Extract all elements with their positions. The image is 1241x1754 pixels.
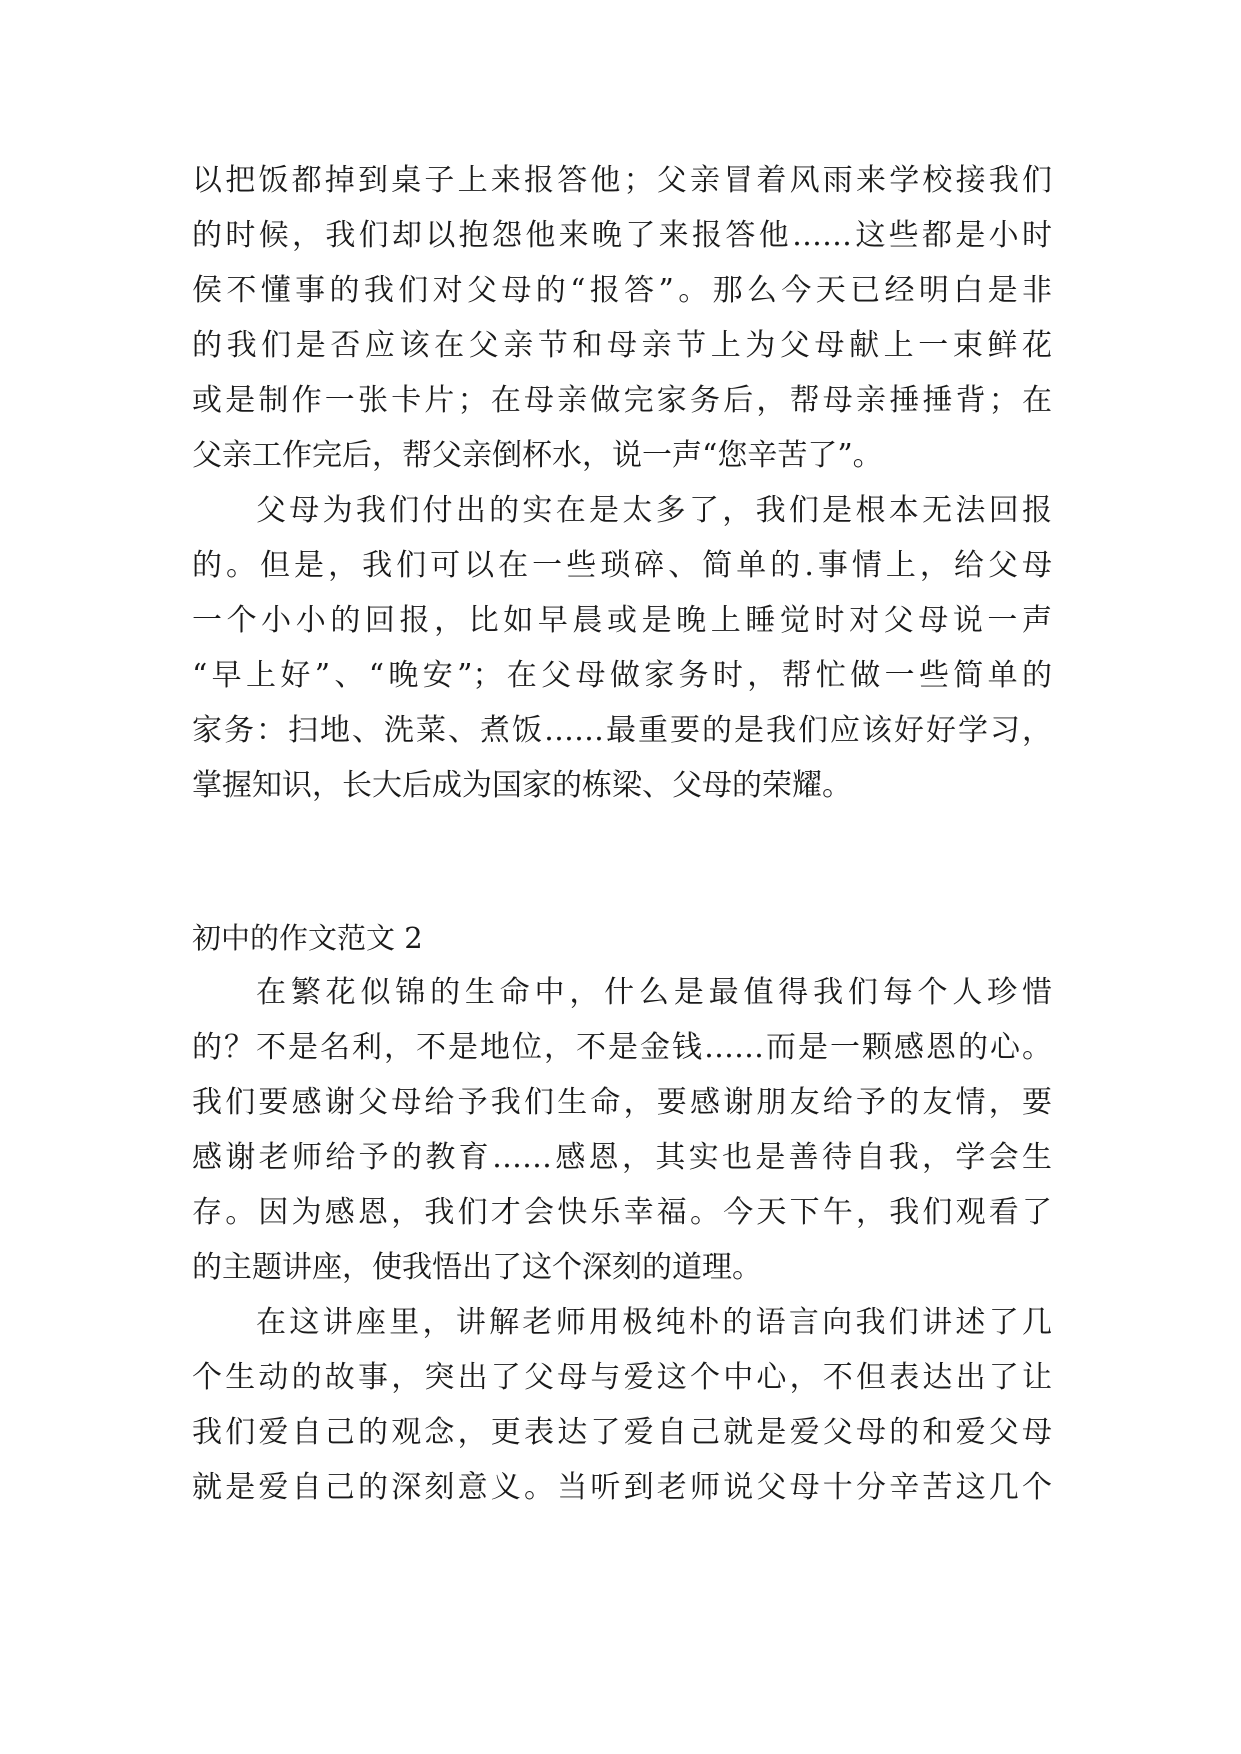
text-line: 就是爱自己的深刻意义。当听到老师说父母十分辛苦这几个 — [192, 1470, 1052, 1505]
text-line: 的。但是，我们可以在一些琐碎、简单的.事情上，给父母 — [192, 548, 1052, 583]
text-line: 或是制作一张卡片；在母亲做完家务后，帮母亲捶捶背；在 — [192, 383, 1052, 418]
text-line: 侯不懂事的我们对父母的“报答”。那么今天已经明白是非 — [192, 273, 1052, 308]
text-line: 的时候，我们却以抱怨他来晚了来报答他……这些都是小时 — [192, 218, 1052, 253]
text-line: 的？不是名利，不是地位，不是金钱……而是一颗感恩的心。 — [192, 1030, 1052, 1065]
text-line: 感谢老师给予的教育……感恩，其实也是善待自我，学会生 — [192, 1140, 1052, 1175]
text-line: 在这讲座里，讲解老师用极纯朴的语言向我们讲述了几 — [256, 1305, 1052, 1340]
text-line: 在繁花似锦的生命中，什么是最值得我们每个人珍惜 — [256, 975, 1052, 1010]
text-line: 父母为我们付出的实在是太多了，我们是根本无法回报 — [256, 493, 1052, 528]
text-line: 掌握知识，长大后成为国家的栋梁、父母的荣耀。 — [192, 768, 852, 803]
text-line: 个生动的故事，突出了父母与爱这个中心，不但表达出了让 — [192, 1360, 1052, 1395]
text-line: “早上好”、“晚安”；在父母做家务时，帮忙做一些简单的 — [192, 658, 1052, 693]
text-line: 我们要感谢父母给予我们生命，要感谢朋友给予的友情，要 — [192, 1085, 1052, 1120]
text-line: 我们爱自己的观念，更表达了爱自己就是爱父母的和爱父母 — [192, 1415, 1052, 1450]
text-line: 的主题讲座，使我悟出了这个深刻的道理。 — [192, 1250, 762, 1285]
text-line: 父亲工作完后，帮父亲倒杯水，说一声“您辛苦了”。 — [192, 438, 883, 473]
text-line: 以把饭都掉到桌子上来报答他；父亲冒着风雨来学校接我们 — [192, 163, 1052, 198]
text-line: 存。因为感恩，我们才会快乐幸福。今天下午，我们观看了 — [192, 1195, 1052, 1230]
text-line: 家务：扫地、洗菜、煮饭……最重要的是我们应该好好学习， — [192, 713, 1052, 748]
text-line: 的我们是否应该在父亲节和母亲节上为父母献上一束鲜花 — [192, 328, 1052, 363]
section-heading: 初中的作文范文 2 — [192, 921, 423, 955]
text-line: 一个小小的回报，比如早晨或是晚上睡觉时对父母说一声 — [192, 603, 1052, 638]
